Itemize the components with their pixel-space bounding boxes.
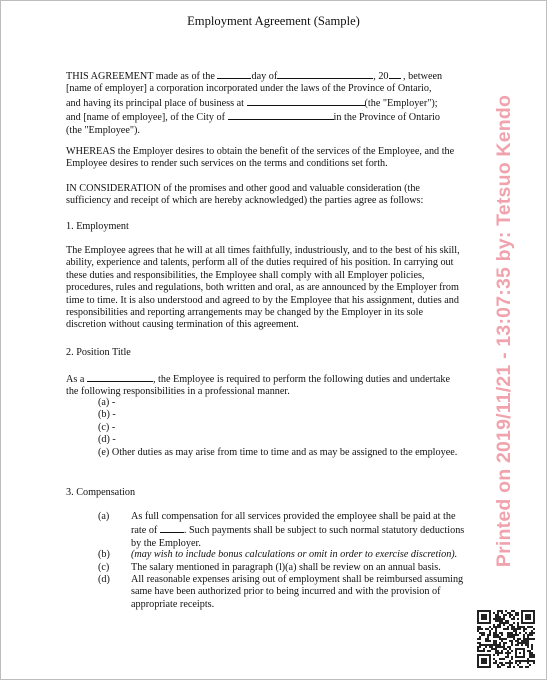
print-watermark: Printed on 2019/11/21 - 13:07:35 by: Tetsuo Kendo [492,94,515,568]
employment-heading: 1. Employment [66,221,129,232]
rate-blank [160,523,184,533]
list-item: (e) Other duties as may arise from time to time and as may be assigned to the employee. [98,446,458,458]
intro-line-5: (the "Employee"). [66,124,140,136]
year-blank [389,69,401,79]
duties-list [98,397,457,459]
consideration-clause: IN CONSIDERATION of the promises and other good and valuable consideration (the sufficiency and receipt of which are hereby acknowledged) the parties agree as follows: [66,183,424,207]
document-page: Employment Agreement (Sample) THIS AGREEMENT made as of the day of , 20 , between [name of employer] a corporation incorporated under the laws of the Province of Ontario, and having its principal place of business at (the "Employer"); and [name of employee], of the City of in the Province of Ontario (the "Employee"). WHEREAS the Employer desires to obtain the benefit of the services of the Employee, and the Employee desires to render such services on the terms and conditions set forth. IN CONSIDERATION of the promises and other good and valuable consideration (the sufficiency and receipt of which are hereby acknowledged) the parties agree as follows: 1. Employment The Employee agrees that he will at all times faithfully, industriously, and to the best of his skill, ability, experience and talents, perform all of the duties required of his position. In carrying out these duties and responsibilities, the Employee shall comply with all Employer policies, procedures, rules and regulations, both written and oral, as are announced by the Employer from time to time. It is also understood and agreed to by the Employee that his assignment, duties and responsibilities and reporting arrangements may be changed by the Employer in its sole discretion without causing termination of this agreement. 2. Position Title As a , the Employee is required to perform the following duties and undertake the following responsibilities in a professional manner. (a) - (b) - (c) - (d) - (e) Other duties as may arise from time to time and as may be assigned to the employee. 3. Compensation (a) As full compensation for all services provided the employee shall be paid at the rate of . Such payments shall be subject to such normal statutory deductions by the Employer. (b) (may wish to include bonus calculations or omit in order to exercise discretion). (c) The salary mentioned in paragraph (l)(a) shall be review on an annual basis. (d) All reasonable expenses arising out of employment shall be reimbursed assuming same have been authorized prior to being incurred and with the provision of appropriate receipts. Printed on 2019/11/21 - 13:07:35 by: Tetsuo Kendo [0,0,547,680]
position-blank [87,372,153,382]
city-blank [228,110,334,120]
position-heading: 2. Position Title [66,347,131,358]
compensation-heading: 3. Compensation [66,487,136,498]
intro-line-4: and [name of employee], of the City of in the Province of Ontario [66,112,440,124]
agreement-intro [66,69,484,137]
list-item: (c) - [98,421,116,433]
day-blank [217,69,251,79]
whereas-clause: WHEREAS the Employer desires to obtain the benefit of the services of the Employee, and the Employee desires to render such services on the terms and conditions set forth. [66,146,455,170]
intro-line-1: THIS AGREEMENT made as of the day of , 20 , between [66,71,443,82]
address-blank [247,96,365,106]
intro-line-3: and having its principal place of business at (the "Employer"); [66,97,438,109]
intro-line-2: [name of employer] a corporation incorporated under the laws of the Province of Ontario, [66,83,432,95]
list-item: (d) - [98,434,116,446]
employment-body: The Employee agrees that he will at all times faithfully, industriously, and to the best of his skill, ability, experience and talents, perform all of the duties required of his position. In carrying out these duties and responsibilities, the Employee shall comply with all Employer policies, procedures, rules and regulations, both written and oral, as are announced by the Employer from time to time. It is also understood and agreed to by the Employee that his assignment, duties and responsibilities and reporting arrangements may be changed by the Employer in its sole discretion without causing termination of this agreement. [66,245,460,331]
document-title: Employment Agreement (Sample) [187,14,360,28]
qr-code-icon [475,608,537,670]
list-item: (a) - [98,397,116,408]
list-item: (b) - [98,409,116,421]
position-body: As a , the Employee is required to perform the following duties and undertake the following responsibilities in a professional manner. [66,374,450,398]
month-blank [277,69,373,79]
